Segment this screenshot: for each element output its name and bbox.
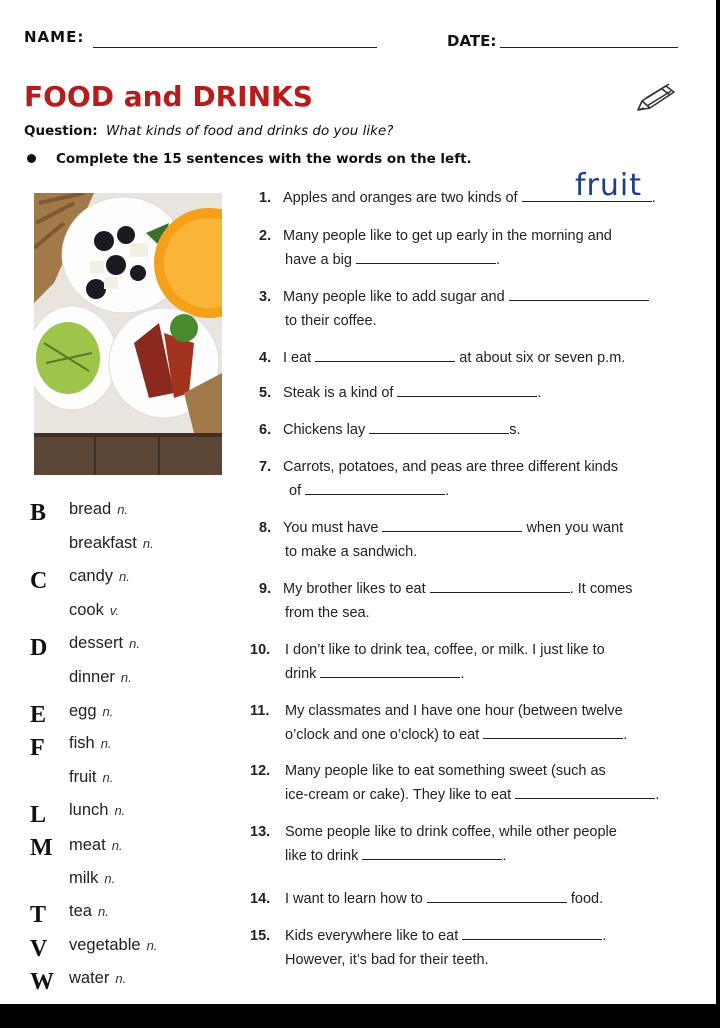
word-vegetable: vegetable n.: [69, 936, 158, 954]
blank-2[interactable]: [356, 249, 496, 264]
sentence-1: 1. Apples and oranges are two kinds of .: [259, 186, 656, 210]
date-field-line[interactable]: [500, 47, 678, 48]
word-cook: cook v.: [69, 601, 120, 619]
sentence-3: 3. Many people like to add sugar and to their coffee.: [259, 285, 649, 333]
food-photo-illustration: [34, 193, 222, 475]
letter-d: D: [30, 635, 48, 661]
word-lunch: lunch n.: [69, 801, 126, 819]
word-meat: meat n.: [69, 836, 123, 854]
letter-l: L: [30, 802, 47, 828]
sentence-7: 7. Carrots, potatoes, and peas are three different kinds of .: [259, 459, 619, 499]
bullet-icon: [27, 154, 36, 163]
blank-6[interactable]: [369, 419, 509, 434]
word-bread: bread n.: [69, 500, 129, 518]
letter-c: C: [30, 568, 48, 594]
sentence-6: 6. Chickens lay s.: [259, 418, 521, 442]
blank-5[interactable]: [397, 382, 537, 397]
date-label: DATE:: [447, 32, 497, 50]
letter-v: V: [30, 936, 48, 962]
blank-15[interactable]: [462, 925, 602, 940]
question-label: Question:: [24, 123, 98, 139]
word-milk: milk n.: [69, 869, 116, 887]
blank-11[interactable]: [483, 724, 623, 739]
word-dessert: dessert n.: [69, 634, 140, 652]
letter-m: M: [30, 835, 53, 861]
word-dinner: dinner n.: [69, 668, 132, 686]
sentence-9: 9. My brother likes to eat . It comes from the sea.: [259, 577, 633, 625]
blank-4[interactable]: [315, 347, 455, 362]
letter-w: W: [30, 969, 54, 995]
letter-f: F: [30, 735, 45, 761]
word-water: water n.: [69, 969, 127, 987]
name-label: NAME:: [24, 28, 85, 46]
sentence-14: 14. I want to learn how to food.: [250, 887, 603, 911]
blank-13[interactable]: [362, 845, 502, 860]
sentence-5: 5. Steak is a kind of .: [259, 381, 541, 405]
blank-14[interactable]: [427, 888, 567, 903]
sentence-2: 2. Many people like to get up early in the morning and have a big .: [259, 228, 612, 268]
pencil-icon: [634, 82, 678, 114]
sentence-10: 10. I don’t like to drink tea, coffee, or milk. I just like to drink .: [250, 642, 605, 682]
sentence-12: 12. Many people like to eat something sweet (such as ice-cream or cake). They like to eat .: [250, 763, 660, 803]
food-photo: [34, 193, 222, 475]
word-egg: egg n.: [69, 702, 114, 720]
answer-1-handwritten: fruit: [575, 168, 643, 203]
letter-t: T: [30, 902, 47, 928]
word-fruit: fruit n.: [69, 768, 114, 786]
sentence-13: 13. Some people like to drink coffee, while other people like to drink .: [250, 824, 617, 864]
sentence-8: 8. You must have when you want to make a sandwich.: [259, 516, 623, 564]
blank-3[interactable]: [509, 286, 649, 301]
question-text: What kinds of food and drinks do you like?: [105, 123, 394, 139]
sentence-15: 15. Kids everywhere like to eat . However, it’s bad for their teeth.: [250, 924, 606, 972]
word-tea: tea n.: [69, 902, 109, 920]
letter-b: B: [30, 500, 47, 526]
name-field-line[interactable]: [93, 47, 377, 48]
blank-1[interactable]: [522, 187, 652, 202]
blank-10[interactable]: [320, 663, 460, 678]
page-title: FOOD and DRINKS: [24, 80, 313, 113]
blank-9[interactable]: [430, 578, 570, 593]
sentence-4: 4. I eat at about six or seven p.m.: [259, 346, 625, 370]
instruction: Complete the 15 sentences with the words on the left.: [56, 151, 472, 167]
blank-12[interactable]: [515, 784, 655, 799]
sentence-11: 11. My classmates and I have one hour (between twelve o’clock and one o’clock) to eat .: [250, 703, 628, 743]
question-line: [24, 123, 393, 139]
word-fish: fish n.: [69, 734, 112, 752]
blank-8[interactable]: [382, 517, 522, 532]
word-candy: candy n.: [69, 567, 130, 585]
word-breakfast: breakfast n.: [69, 534, 154, 552]
blank-7[interactable]: [305, 480, 445, 495]
letter-e: E: [30, 702, 47, 728]
